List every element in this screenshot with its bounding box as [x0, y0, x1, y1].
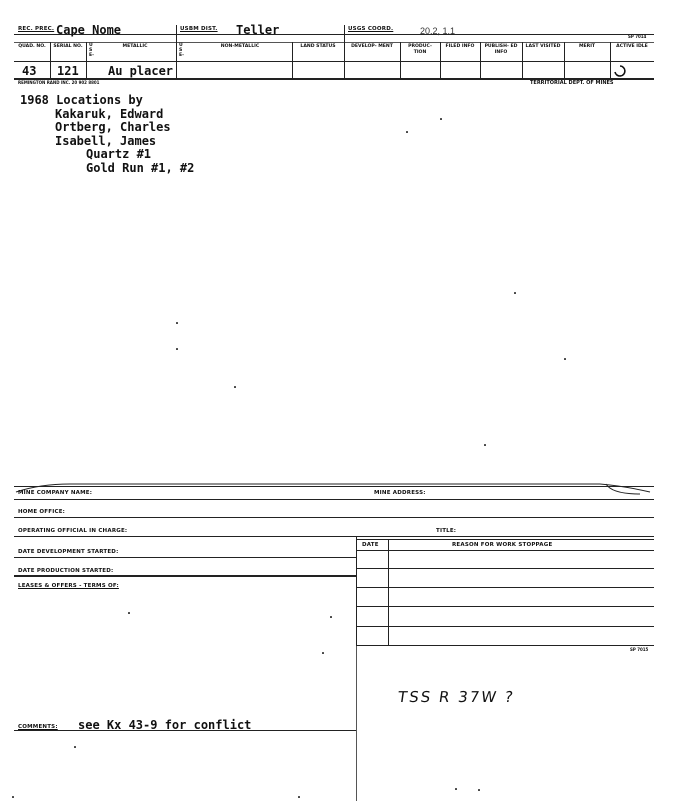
date-development-label: DATE DEVELOPMENT STARTED:: [18, 549, 119, 555]
comments-label: COMMENTS:: [18, 724, 58, 730]
non-metallic-use-letters: U S E-: [179, 43, 185, 59]
idle-mark-icon: [614, 64, 626, 76]
metallic-use-letters: U S E-: [89, 43, 95, 59]
rec-prec-label: REC. PREC.: [18, 26, 55, 32]
col-non-metallic: NON-METALLIC: [220, 44, 260, 49]
row-metallic: Au placer: [108, 64, 174, 78]
row-quad-no: 43: [22, 64, 37, 78]
home-office-label: HOME OFFICE:: [18, 509, 66, 515]
leases-label: LEASES & OFFERS - TERMS OF:: [18, 583, 119, 589]
col-quad-no: QUAD. NO.: [18, 44, 46, 49]
date-production-label: DATE PRODUCTION STARTED:: [18, 568, 114, 574]
col-active-idle: ACTIVE IDLE: [616, 44, 648, 49]
col-production: PRODUC- TION: [408, 44, 432, 55]
title-label: TITLE:: [436, 528, 457, 534]
handwritten-note: TSS R 37W ?: [396, 688, 517, 706]
col-serial-no: SERIAL NO.: [53, 44, 83, 49]
row-serial-no: 121: [57, 64, 79, 78]
notes-name-3: Isabell, James: [55, 133, 157, 148]
lower-form-number: SP 7015: [630, 647, 649, 652]
form-number: SP 7014: [628, 34, 647, 39]
notes-line1: Locations by: [56, 93, 143, 107]
notes-year: 1968: [20, 93, 49, 107]
notes-name-1: Kakaruk, Edward: [55, 106, 164, 121]
mine-address-label: MINE ADDRESS:: [374, 490, 426, 496]
notes-name-2: Ortberg, Charles: [55, 120, 171, 134]
usbm-dist-value: Teller: [236, 23, 280, 37]
mine-company-name-label: MINE COMPANY NAME:: [18, 490, 93, 496]
typed-notes: [20, 94, 194, 175]
col-filed-info: FILED INFO: [445, 44, 475, 49]
date-column-header: DATE: [362, 542, 379, 548]
usgs-coord-value: 20.2, 1.1: [420, 26, 456, 36]
usgs-coord-label: USGS COORD.: [348, 26, 394, 32]
notes-claim-2: Gold Run #1, #2: [86, 160, 195, 175]
imprint-left: REMINGTON RAND INC. 20 902 8801: [18, 80, 100, 85]
col-last-visited: LAST VISITED: [525, 44, 561, 49]
rec-prec-value: Cape Nome: [56, 23, 122, 37]
notes-claim-1: Quartz #1: [86, 147, 152, 161]
imprint-right: TERRITORIAL DEPT. OF MINES: [530, 80, 614, 86]
col-merit: MERIT: [578, 44, 596, 49]
comments-value: see Kx 43-9 for conflict: [78, 718, 252, 732]
usbm-dist-label: USBM DIST.: [180, 26, 218, 32]
col-published-info: PUBLISH- ED INFO: [484, 44, 518, 55]
col-metallic: METALLIC: [122, 44, 148, 49]
reason-column-header: REASON FOR WORK STOPPAGE: [452, 542, 553, 548]
operating-official-label: OPERATING OFFICIAL IN CHARGE:: [18, 528, 128, 534]
col-land-status: LAND STATUS: [300, 44, 336, 49]
col-development: DEVELOP- MENT: [351, 44, 393, 49]
